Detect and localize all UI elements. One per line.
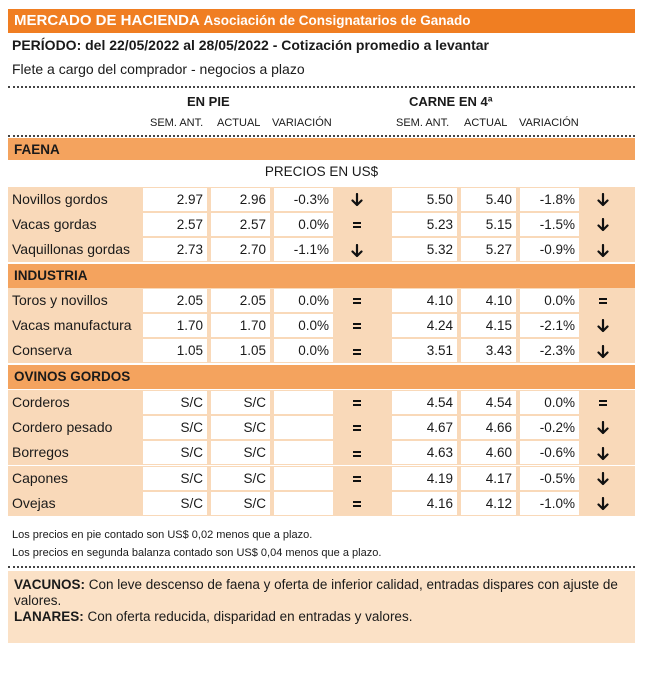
arrow-down-icon xyxy=(582,237,624,262)
price-cell: 3.43 xyxy=(461,339,516,362)
en-pie-header: EN PIE xyxy=(187,94,230,109)
price-cell: 5.15 xyxy=(461,213,516,236)
price-cell: 5.50 xyxy=(392,188,457,211)
equal-icon xyxy=(582,288,624,313)
price-cell: 2.05 xyxy=(211,289,270,312)
col-actual-pie: ACTUAL xyxy=(217,117,261,129)
price-cell: 5.32 xyxy=(392,238,457,261)
section-header: OVINOS GORDOS xyxy=(8,365,635,389)
price-cell: S/C xyxy=(211,441,270,464)
price-cell: 1.05 xyxy=(143,339,207,362)
table-row xyxy=(8,415,635,440)
equal-icon xyxy=(336,288,378,313)
col-actual-carne: ACTUAL xyxy=(464,117,508,129)
price-cell: 4.12 xyxy=(461,492,516,515)
price-cell: -2.1% xyxy=(520,314,579,337)
vacunos-text: Con leve descenso de faena y oferta de inferior calidad, entradas dispares con ajuste de valores. xyxy=(14,577,618,608)
price-cell: 4.54 xyxy=(392,391,457,414)
price-cell: S/C xyxy=(143,492,207,515)
arrow-down-icon xyxy=(582,338,624,363)
price-cell xyxy=(274,416,333,439)
col-variacion-pie: VARIACIÓN xyxy=(272,117,332,129)
lanares-label: LANARES: xyxy=(14,609,84,624)
price-cell: S/C xyxy=(211,492,270,515)
row-label: Borregos xyxy=(12,444,69,461)
title-bar xyxy=(8,9,635,33)
divider xyxy=(8,135,635,137)
price-cell: 2.57 xyxy=(211,213,270,236)
lanares-text: Con oferta reducida, disparidad en entradas y valores. xyxy=(83,609,413,624)
section-header: INDUSTRIA xyxy=(8,264,635,288)
price-cell: 4.54 xyxy=(461,391,516,414)
table-row xyxy=(8,237,635,262)
price-cell: -1.5% xyxy=(520,213,579,236)
price-cell: -0.9% xyxy=(520,238,579,261)
table-row xyxy=(8,440,635,465)
price-cell: 4.16 xyxy=(392,492,457,515)
price-cell: 1.70 xyxy=(211,314,270,337)
row-label: Corderos xyxy=(12,394,70,410)
price-cell: 4.66 xyxy=(461,416,516,439)
equal-icon xyxy=(336,491,378,516)
col-sem-ant-pie: SEM. ANT. xyxy=(150,117,204,129)
table-row xyxy=(8,491,635,516)
period-line: PERÍODO: del 22/05/2022 al 28/05/2022 - Cotización promedio a levantar xyxy=(12,37,489,53)
arrow-down-icon xyxy=(336,187,378,212)
price-cell: 2.57 xyxy=(143,213,207,236)
price-cell: S/C xyxy=(143,391,207,414)
price-cell: 4.10 xyxy=(461,289,516,312)
equal-icon xyxy=(336,440,378,465)
price-cell: 4.63 xyxy=(392,441,457,464)
table-row xyxy=(8,390,635,415)
row-label: Vacas gordas xyxy=(12,216,97,233)
section-header: FAENA xyxy=(8,138,635,162)
price-cell: -0.3% xyxy=(274,188,333,211)
vacunos-label: VACUNOS: xyxy=(14,577,86,592)
col-variacion-carne: VARIACIÓN xyxy=(519,117,579,129)
page-title: MERCADO DE HACIENDA xyxy=(14,12,200,29)
equal-icon xyxy=(336,415,378,440)
price-cell: 2.96 xyxy=(211,188,270,211)
price-cell: 5.27 xyxy=(461,238,516,261)
arrow-down-icon xyxy=(582,466,624,491)
table-row xyxy=(8,313,635,338)
arrow-down-icon xyxy=(582,187,624,212)
price-cell: S/C xyxy=(211,416,270,439)
equal-icon xyxy=(336,390,378,415)
arrow-down-icon xyxy=(336,237,378,262)
page-subtitle: Asociación de Consignatarios de Ganado xyxy=(203,13,471,28)
price-cell: -0.6% xyxy=(520,441,579,464)
price-cell: 1.05 xyxy=(211,339,270,362)
table-row xyxy=(8,338,635,363)
divider xyxy=(8,566,635,568)
price-cell: 4.60 xyxy=(461,441,516,464)
equal-icon xyxy=(336,212,378,237)
price-cell: 5.40 xyxy=(461,188,516,211)
price-cell xyxy=(274,492,333,515)
price-cell: -1.0% xyxy=(520,492,579,515)
price-cell: S/C xyxy=(143,467,207,490)
price-cell: 4.24 xyxy=(392,314,457,337)
currency-label: PRECIOS EN US$ xyxy=(8,160,635,184)
arrow-down-icon xyxy=(582,212,624,237)
vacunos-comment xyxy=(14,577,629,609)
market-comments xyxy=(8,571,635,643)
price-cell: 4.15 xyxy=(461,314,516,337)
price-cell: -1.8% xyxy=(520,188,579,211)
row-label: Toros y novillos xyxy=(12,292,108,308)
row-label: Ovejas xyxy=(12,494,56,511)
equal-icon xyxy=(336,466,378,491)
price-cell: 2.70 xyxy=(211,238,270,261)
table-row xyxy=(8,187,635,212)
note-segunda: Los precios en segunda balanza contado son US$ 0,04 menos que a plazo. xyxy=(12,547,382,559)
row-label: Cordero pesado xyxy=(12,419,113,436)
price-cell: 4.67 xyxy=(392,416,457,439)
price-cell: 0.0% xyxy=(274,314,333,337)
row-label: Capones xyxy=(12,469,69,486)
table-row xyxy=(8,212,635,237)
col-sem-ant-carne: SEM. ANT. xyxy=(396,117,450,129)
table-row xyxy=(8,466,635,491)
price-cell: 1.70 xyxy=(143,314,207,337)
row-label: Vaquillonas gordas xyxy=(12,241,131,258)
price-cell: -0.2% xyxy=(520,416,579,439)
price-cell: 0.0% xyxy=(520,289,579,312)
price-cell: 2.05 xyxy=(143,289,207,312)
note-pie: Los precios en pie contado son US$ 0,02 menos que a plazo. xyxy=(12,529,313,541)
carne-header: CARNE EN 4ª xyxy=(409,94,493,109)
price-cell: 4.17 xyxy=(461,467,516,490)
price-cell: 2.97 xyxy=(143,188,207,211)
price-cell: -2.3% xyxy=(520,339,579,362)
price-cell: -1.1% xyxy=(274,238,333,261)
price-cell: S/C xyxy=(211,467,270,490)
arrow-down-icon xyxy=(582,313,624,338)
price-cell: 4.10 xyxy=(392,289,457,312)
price-cell xyxy=(274,391,333,414)
price-cell xyxy=(274,441,333,464)
price-cell: 2.73 xyxy=(143,238,207,261)
price-cell: 0.0% xyxy=(520,391,579,414)
price-cell: 0.0% xyxy=(274,213,333,236)
arrow-down-icon xyxy=(582,440,624,465)
price-cell: S/C xyxy=(143,441,207,464)
equal-icon xyxy=(336,338,378,363)
freight-line: Flete a cargo del comprador - negocios a plazo xyxy=(12,61,305,77)
row-label: Vacas manufactura xyxy=(12,317,132,334)
table-row xyxy=(8,288,635,313)
price-cell: 0.0% xyxy=(274,289,333,312)
divider xyxy=(8,86,635,88)
price-cell: 5.23 xyxy=(392,213,457,236)
row-label: Conserva xyxy=(12,342,72,359)
price-cell: S/C xyxy=(211,391,270,414)
price-cell: S/C xyxy=(143,416,207,439)
price-cell: 3.51 xyxy=(392,339,457,362)
arrow-down-icon xyxy=(582,491,624,516)
price-cell: 0.0% xyxy=(274,339,333,362)
price-cell: -0.5% xyxy=(520,467,579,490)
row-label: Novillos gordos xyxy=(12,191,108,207)
equal-icon xyxy=(336,313,378,338)
price-cell: 4.19 xyxy=(392,467,457,490)
lanares-comment xyxy=(14,609,629,625)
price-cell xyxy=(274,467,333,490)
equal-icon xyxy=(582,390,624,415)
arrow-down-icon xyxy=(582,415,624,440)
